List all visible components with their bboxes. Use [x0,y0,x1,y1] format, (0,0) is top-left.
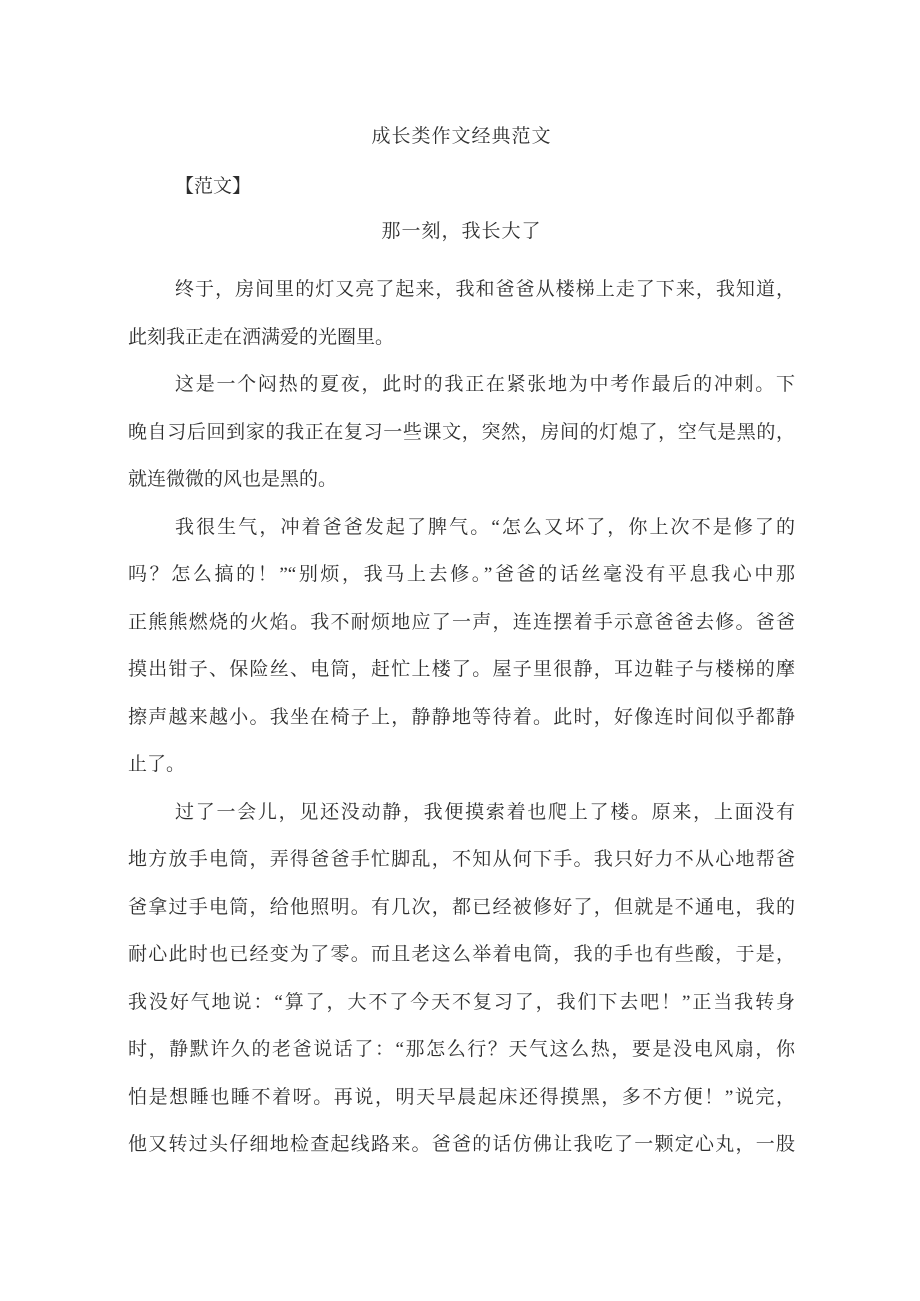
essay-line: 此刻我正走在洒满爱的光圈里。 [128,326,395,348]
essay-line: 他又转过头仔细地检查起线路来。爸爸的话仿佛让我吃了一颗定心丸，一股 [128,1134,795,1155]
essay-line: 终于，房间里的灯又亮了起来，我和爸爸从楼梯上走了下来，我知道， [175,279,795,300]
essay-line: 摸出钳子、保险丝、电筒，赶忙上楼了。屋子里很静，耳边鞋子与楼梯的摩 [128,659,795,680]
essay-line: 我没好气地说：“算了，大不了今天不复习了，我们下去吧！”正当我转身 [128,991,795,1013]
document-title: 成长类作文经典范文 [371,126,552,147]
essay-line: 就连微微的风也是黑的。 [128,469,338,490]
essay-line: 擦声越来越小。我坐在椅子上，静静地等待着。此时，好像连时间似乎都静 [128,706,795,728]
essay-line: 止了。 [128,754,186,775]
essay-body [128,266,795,1169]
essay-line: 这是一个闷热的夏夜，此时的我正在紧张地为中考作最后的冲刺。下 [175,374,795,395]
section-label: 【范文】 [175,176,252,197]
essay-line: 过了一会儿，见还没动静，我便摸索着也爬上了楼。原来，上面没有 [175,801,795,823]
document-content [128,113,795,1169]
essay-line: 耐心此时也已经变为了零。而且老这么举着电筒，我的手也有些酸，于是， [128,944,795,965]
essay-title: 那一刻，我长大了 [381,221,542,242]
essay-line: 地方放手电筒，弄得爸爸手忙脚乱，不知从何下手。我只好力不从心地帮爸 [128,849,795,870]
essay-line: 晚自习后回到家的我正在复习一些课文，突然，房间的灯熄了，空气是黑的， [128,421,795,443]
essay-line: 正熊熊燃烧的火焰。我不耐烦地应了一声，连连摆着手示意爸爸去修。爸爸 [128,611,795,633]
essay-line: 我很生气，冲着爸爸发起了脾气。“怎么又坏了，你上次不是修了的 [175,516,795,538]
essay-line: 爸拿过手电筒，给他照明。有几次，都已经被修好了，但就是不通电，我的 [128,896,795,918]
essay-line: 怕是想睡也睡不着呀。再说，明天早晨起床还得摸黑，多不方便！”说完， [128,1086,795,1108]
essay-line: 吗？怎么搞的！”“别烦，我马上去修。”爸爸的话丝毫没有平息我心中那 [128,564,795,585]
essay-line: 时，静默许久的老爸说话了：“那怎么行？天气这么热，要是没电风扇，你 [128,1039,795,1060]
